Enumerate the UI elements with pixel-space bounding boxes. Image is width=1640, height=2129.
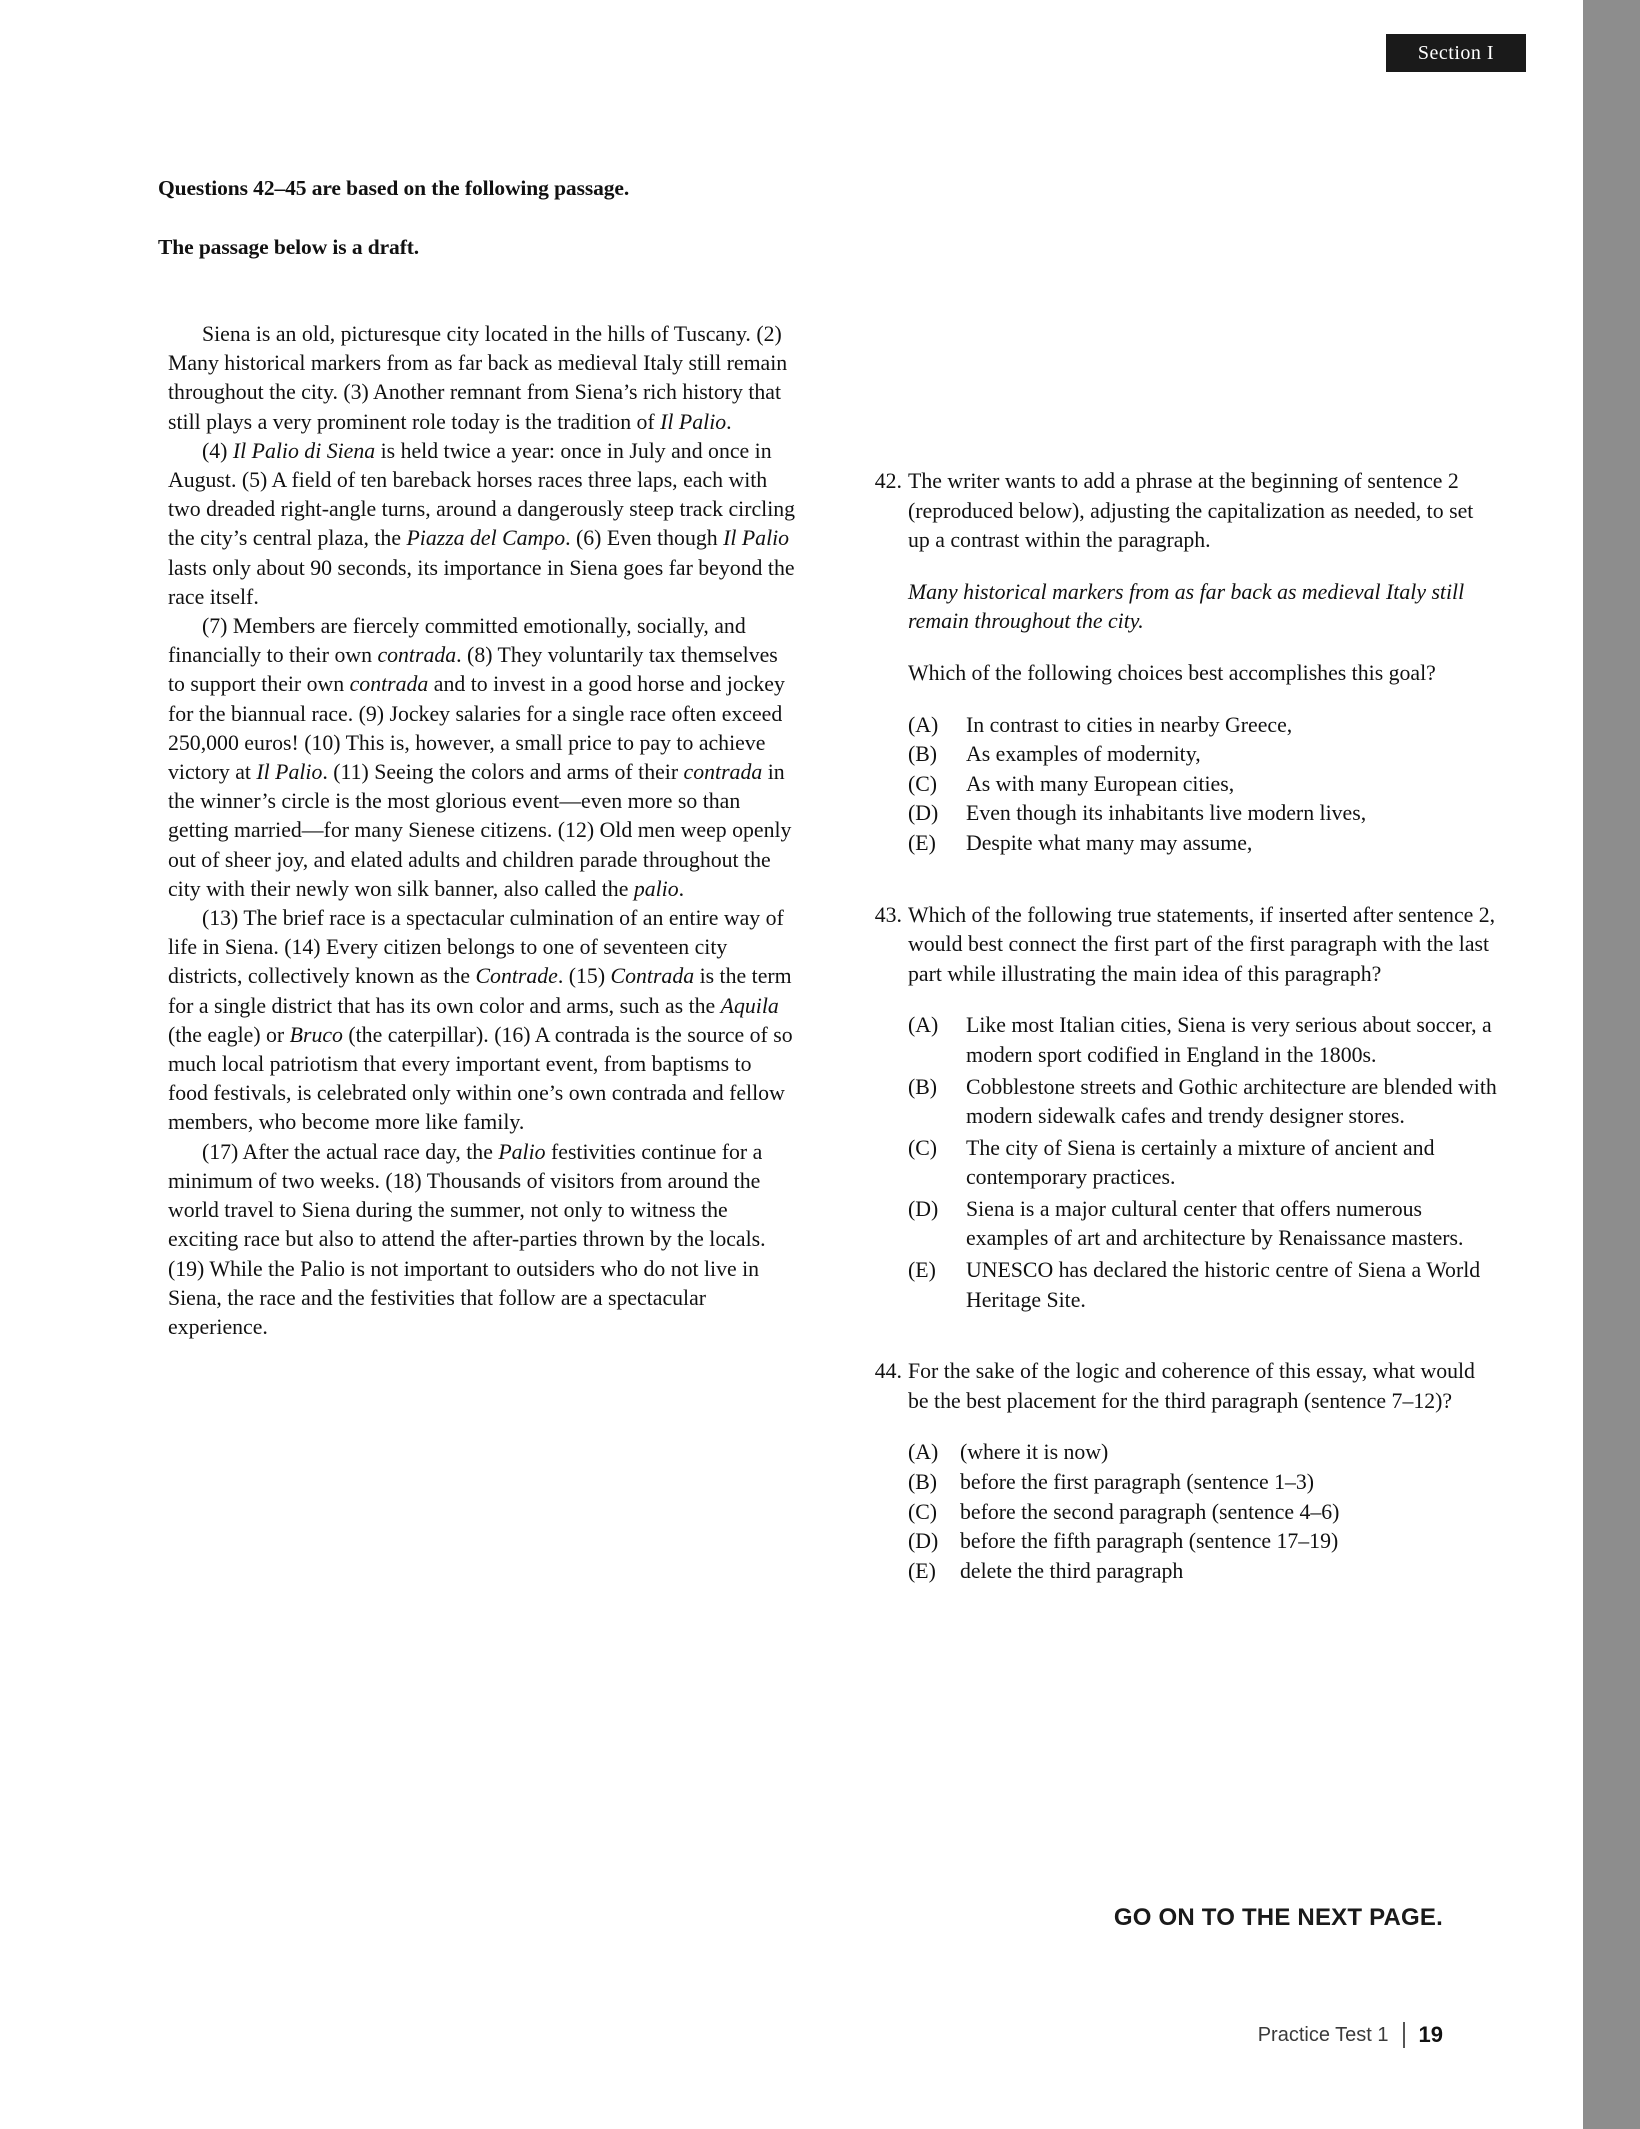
question-stem-text: Which of the following true statements, if inserted after sentence 2, would best connect the first part of the first paragraph with the last part while illustrating the main idea of this paragraph? [908, 902, 1496, 986]
answer-choice[interactable] [908, 1134, 1500, 1193]
question-number: 44. [874, 1359, 902, 1384]
question-stem [862, 1357, 1500, 1416]
question-stem-text: For the sake of the logic and coherence of this essay, what would be the best placement for the third paragraph (sentence 7–12)? [908, 1359, 1475, 1413]
answer-choice[interactable] [908, 1557, 1500, 1587]
answer-choice[interactable] [908, 829, 1500, 859]
answer-choice[interactable] [908, 1195, 1500, 1254]
questions-range-heading: Questions 42–45 are based on the following passage. [158, 176, 630, 200]
choice-letter: (E) [908, 1558, 936, 1583]
choice-letter: (B) [908, 1470, 938, 1495]
question-stem [862, 901, 1500, 990]
choice-text: Siena is a major cultural center that offers numerous examples of art and architecture by Renaissance masters. [966, 1196, 1464, 1251]
choice-letter: (C) [908, 1499, 938, 1524]
question-number: 42. [874, 469, 902, 493]
page-number: 19 [1418, 2022, 1443, 2047]
questions-column [862, 467, 1500, 1628]
choice-letter: (A) [908, 712, 939, 737]
choice-text: Even though its inhabitants live modern lives, [966, 801, 1367, 826]
question-42 [862, 467, 1500, 859]
draft-note-heading: The passage below is a draft. [158, 235, 420, 259]
answer-choice[interactable] [908, 799, 1500, 829]
answer-choice[interactable] [908, 711, 1500, 741]
question-stem-text: The writer wants to add a phrase at the beginning of sentence 2 (reproduced below), adjusting the capitalization as needed, to set up a contrast within the paragraph. [908, 469, 1474, 553]
answer-choice[interactable] [908, 740, 1500, 770]
choice-letter: (D) [908, 1529, 939, 1554]
passage-paragraph: (7) Members are fiercely committed emotionally, socially, and financially to their own contrada. (8) They voluntarily tax themselves to support their own contrada and to invest in a good horse and jockey for the biannual race. (9) Jockey salaries for a single race often exceed 250,000 euros! (10) This is, however, a small price to pay to achieve victory at Il Palio. (11) Seeing the colors and arms of their contrada in the winner’s circle is the most glorious event—even more so than getting married—for many Sienese citizens. (12) Old men weep openly out of sheer joy, and elated adults and children parade throughout the city with their newly won silk banner, also called the palio. [168, 614, 792, 901]
question-43 [862, 901, 1500, 1316]
choice-text: (where it is now) [960, 1440, 1109, 1465]
choice-text: before the second paragraph (sentence 4–6) [960, 1499, 1340, 1524]
choice-letter: (D) [908, 801, 939, 826]
choice-letter: (A) [908, 1013, 939, 1038]
answer-choice[interactable] [908, 1498, 1500, 1528]
choice-letter: (C) [908, 771, 938, 796]
choice-letter: (B) [908, 1074, 938, 1099]
answer-choice[interactable] [908, 1527, 1500, 1557]
answer-choice[interactable] [908, 1011, 1500, 1070]
choice-text: In contrast to cities in nearby Greece, [966, 712, 1293, 737]
choice-letter: (C) [908, 1135, 938, 1160]
choice-letter: (B) [908, 742, 938, 767]
page-edge-bar [1583, 0, 1640, 2129]
choice-text: Like most Italian cities, Siena is very serious about soccer, a modern sport codified in England in the 1800s. [966, 1013, 1492, 1067]
choice-letter: (A) [908, 1440, 939, 1465]
question-44 [862, 1357, 1500, 1586]
choice-letter: (E) [908, 830, 936, 855]
choice-text: As examples of modernity, [966, 742, 1201, 767]
choice-text: delete the third paragraph [960, 1558, 1184, 1583]
choice-letter: (E) [908, 1258, 936, 1283]
choice-text: UNESCO has declared the historic centre of Siena a World Heritage Site. [966, 1258, 1481, 1312]
choice-text: As with many European cities, [966, 771, 1235, 796]
choice-text: Despite what many may assume, [966, 830, 1253, 855]
choice-text: before the first paragraph (sentence 1–3) [960, 1470, 1315, 1495]
section-tab: Section I [1386, 34, 1526, 72]
choice-text: The city of Siena is certainly a mixture of ancient and contemporary practices. [966, 1135, 1435, 1190]
choice-letter: (D) [908, 1196, 939, 1221]
answer-choices [908, 711, 1500, 859]
page-footer [1258, 2022, 1443, 2048]
practice-test-label: Practice Test 1 [1257, 2023, 1389, 2046]
answer-choice[interactable] [908, 1073, 1500, 1132]
answer-choices [908, 1438, 1500, 1586]
answer-choice[interactable] [908, 1468, 1500, 1498]
answer-choice[interactable] [908, 770, 1500, 800]
answer-choices [908, 1011, 1500, 1315]
answer-choice[interactable] [908, 1256, 1500, 1315]
passage-paragraph: (13) The brief race is a spectacular culmination of an entire way of life in Siena. (14) Every citizen belongs to one of seventeen city districts, collectively known as the Contrade. (15) Contrada is the term for a single district that has its own color and arms, such as the Aquila (the eagle) or Bruco (the caterpillar). (16) A contrada is the source of so much local patriotism that every important event, from baptisms to food festivals, is celebrated only within one’s own contrada and fellow members, who become more like family. [168, 906, 793, 1135]
passage-paragraph: (4) Il Palio di Siena is held twice a year: once in July and once in August. (5) A field of ten bareback horses races three laps, each with two dreaded right-angle turns, around a dangerously steep track circling the city’s central plaza, the Piazza del Campo. (6) Even though Il Palio lasts only about 90 seconds, its importance in Siena goes far beyond the race itself. [168, 438, 796, 609]
question-stem [862, 467, 1500, 556]
question-quoted-sentence: Many historical markers from as far back as medieval Italy still remain throughout the city. [908, 579, 1465, 634]
footer-divider [1403, 2022, 1405, 2048]
answer-choice[interactable] [908, 1438, 1500, 1468]
question-number: 43. [874, 902, 902, 927]
question-followup-text: Which of the following choices best accomplishes this goal? [908, 660, 1436, 685]
go-on-notice: GO ON TO THE NEXT PAGE. [1113, 1904, 1443, 1931]
passage-column [168, 320, 796, 1342]
choice-text: Cobblestone streets and Gothic architecture are blended with modern sidewalk cafes and trendy designer stores. [966, 1074, 1497, 1129]
passage-paragraph: (17) After the actual race day, the Palio festivities continue for a minimum of two weeks. (18) Thousands of visitors from around the world travel to Siena during the summer, not only to witness the exciting race but also to attend the after-parties thrown by the locals. (19) While the Palio is not important to outsiders who do not live in Siena, the race and the festivities that follow are a spectacular experience. [168, 1139, 766, 1339]
choice-text: before the fifth paragraph (sentence 17–19) [960, 1529, 1339, 1554]
passage-paragraph: Siena is an old, picturesque city located in the hills of Tuscany. (2) Many historical markers from as far back as medieval Italy still remain throughout the city. (3) Another remnant from Siena’s rich history that still plays a very prominent role today is the tradition of Il Palio. [168, 322, 788, 434]
